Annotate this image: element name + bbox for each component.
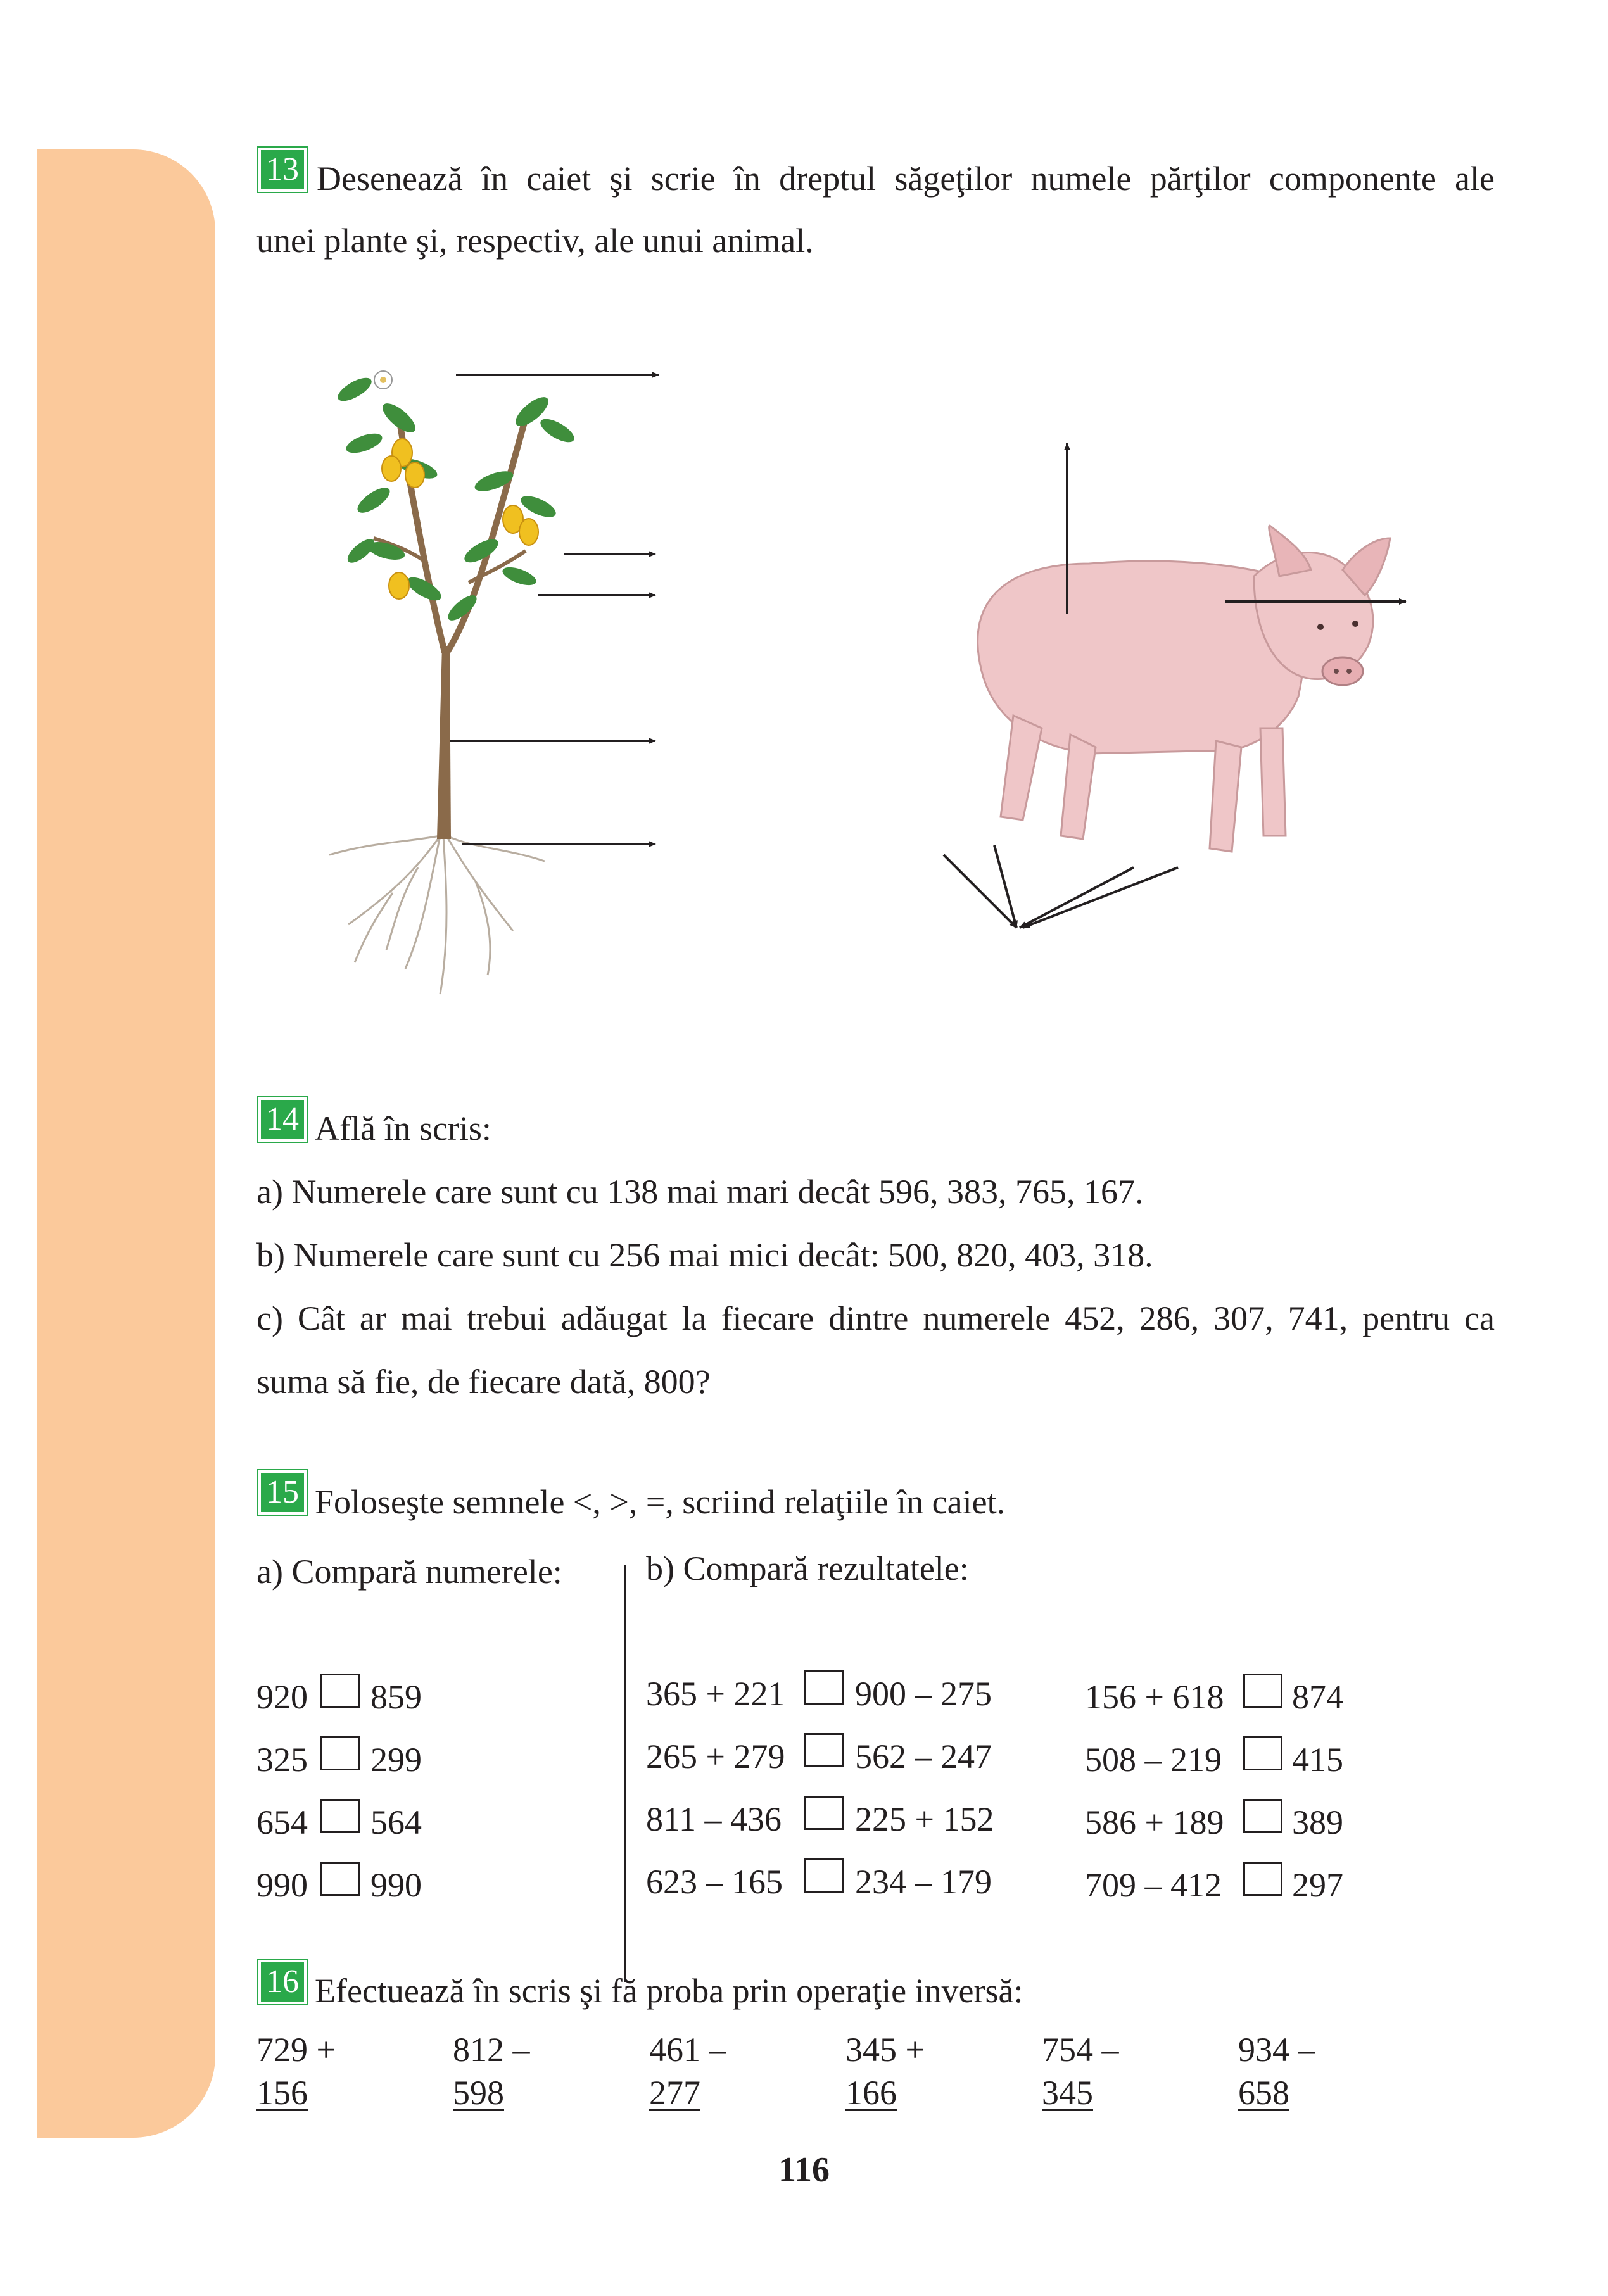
compare-a-right: 299 (370, 1741, 422, 1779)
exercise-number-13: 13 (258, 148, 307, 192)
ex14-c1: c) Cât ar mai trebui adăugat la fiecare dintre numerele 452, 286, 307, 741, pentru ca (256, 1299, 1495, 1337)
compare-b-right: 900 – 275 (855, 1675, 992, 1713)
op-bottom: 166 (845, 2074, 897, 2112)
op-top: 345 + (845, 2031, 925, 2069)
compare-box (320, 1862, 360, 1896)
compare-c-right: 389 (1292, 1803, 1343, 1841)
compare-b-left: 811 – 436 (646, 1800, 782, 1838)
page-number: 116 (778, 2150, 830, 2190)
compare-box (1243, 1799, 1282, 1833)
compare-box (1243, 1862, 1282, 1896)
compare-b-right: 234 – 179 (855, 1863, 992, 1901)
compare-c-right: 415 (1292, 1741, 1343, 1779)
op-top: 934 – (1238, 2031, 1315, 2069)
ex16-title: Efectuează în scris şi fă proba prin operaţie inversă: (315, 1972, 1023, 2010)
compare-a-left: 654 (256, 1803, 308, 1841)
compare-c-left: 508 – 219 (1085, 1741, 1222, 1779)
op-top: 729 + (256, 2031, 336, 2069)
compare-a-right: 564 (370, 1803, 422, 1841)
op-bottom: 658 (1238, 2074, 1289, 2112)
op-bottom: 277 (649, 2074, 700, 2112)
ex15-a-title: a) Compară numerele: (256, 1553, 562, 1591)
column-divider (624, 1565, 626, 1982)
compare-box (804, 1670, 844, 1705)
op-bottom: 598 (453, 2074, 504, 2112)
exercise-number-15: 15 (258, 1470, 307, 1515)
compare-box (1243, 1736, 1282, 1770)
ex13-line1: Desenează în caiet şi scrie în dreptul săgeţilor numele părţilor componente ale (317, 160, 1495, 198)
compare-a-left: 920 (256, 1678, 308, 1716)
compare-c-left: 709 – 412 (1085, 1866, 1222, 1904)
compare-c-left: 156 + 618 (1085, 1678, 1224, 1716)
ex14-b: b) Numerele care sunt cu 256 mai mici decât: 500, 820, 403, 318. (256, 1236, 1153, 1274)
compare-box (804, 1796, 844, 1830)
pig-illustration (899, 431, 1431, 950)
side-band (37, 149, 215, 2138)
compare-box (804, 1733, 844, 1767)
ex14-a: a) Numerele care sunt cu 138 mai mari decât 596, 383, 765, 167. (256, 1173, 1144, 1211)
compare-box (804, 1858, 844, 1893)
compare-b-left: 623 – 165 (646, 1863, 783, 1901)
op-top: 461 – (649, 2031, 726, 2069)
compare-c-right: 874 (1292, 1678, 1343, 1716)
compare-a-right: 859 (370, 1678, 422, 1716)
op-bottom: 345 (1042, 2074, 1093, 2112)
ex15-b-title: b) Compară rezultatele: (646, 1549, 969, 1587)
compare-box (320, 1674, 360, 1708)
compare-a-left: 990 (256, 1866, 308, 1904)
compare-a-right: 990 (370, 1866, 422, 1904)
compare-box (320, 1799, 360, 1833)
ex14-c2: suma să fie, de fiecare dată, 800? (256, 1363, 711, 1401)
op-top: 812 – (453, 2031, 530, 2069)
compare-a-left: 325 (256, 1741, 308, 1779)
compare-c-right: 297 (1292, 1866, 1343, 1904)
compare-b-right: 225 + 152 (855, 1800, 994, 1838)
op-bottom: 156 (256, 2074, 308, 2112)
compare-box (1243, 1674, 1282, 1708)
exercise-number-14: 14 (258, 1097, 307, 1142)
compare-b-right: 562 – 247 (855, 1738, 992, 1776)
exercise-number-16: 16 (258, 1960, 307, 2004)
op-top: 754 – (1042, 2031, 1119, 2069)
compare-b-left: 365 + 221 (646, 1675, 785, 1713)
compare-b-left: 265 + 279 (646, 1738, 785, 1776)
pear-tree-illustration (304, 342, 684, 1013)
compare-c-left: 586 + 189 (1085, 1803, 1224, 1841)
ex13-line2: unei plante şi, respectiv, ale unui animal. (256, 222, 814, 260)
compare-box (320, 1736, 360, 1770)
ex15-title: Foloseşte semnele <, >, =, scriind relaţiile în caiet. (315, 1483, 1006, 1521)
ex14-title: Află în scris: (315, 1109, 491, 1147)
